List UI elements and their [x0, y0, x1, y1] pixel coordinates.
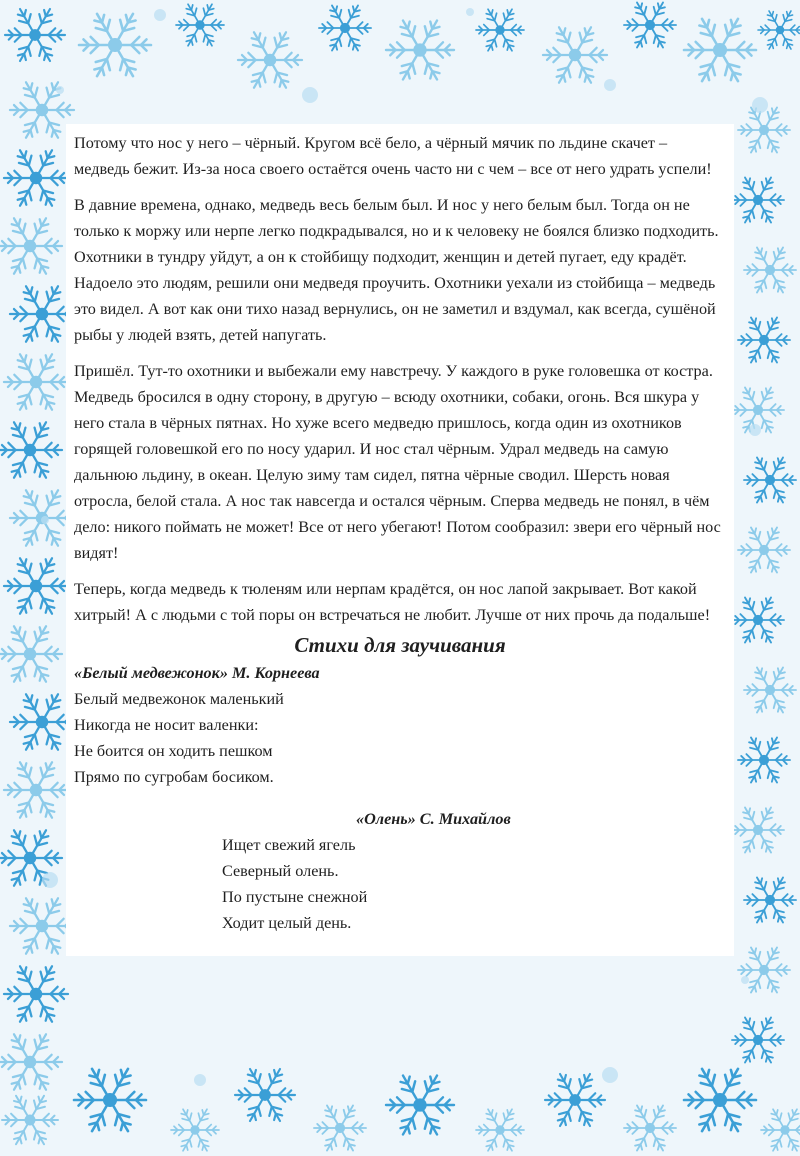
snowflake-icon — [386, 21, 454, 80]
snowflake-icon — [4, 354, 68, 409]
snow-dot — [604, 79, 616, 91]
snowflake-icon — [738, 107, 790, 152]
snowflake-icon — [0, 218, 62, 273]
snow-dot — [56, 86, 64, 94]
snowflake-icon — [732, 1017, 784, 1062]
snow-dot — [41, 516, 49, 524]
snowflake-icon — [744, 247, 796, 292]
story-paragraph-2: В давние времена, однако, медведь весь белым был. И нос у него белым был. Тогда он не только к моржу или нерпе легко подкрадывался, но и к человеку не боялся близко подходить. Охотники в тундру уйдут, а он к стойбищу подходит, женщин и детей пугает, еду крадёт. Надоело это людям, решили они медведя проучить. Охотники уехали из стойбища – медведь это видел. А вот как они тихо назад вернулись, он не заметил и вздумал, как всегда, сушёной рыбы у людей взять, детей напугать. — [74, 196, 719, 344]
poem2-line: Северный олень. — [222, 862, 339, 880]
snowflake-icon — [545, 1074, 605, 1126]
poem2-line: Ходит целый день. — [222, 914, 352, 932]
snowflake-icon — [2, 1096, 58, 1144]
snow-dot — [42, 872, 58, 888]
snowflake-icon — [238, 32, 302, 87]
snowflake-icon — [79, 14, 151, 76]
poem1-line: Никогда не носит валенки: — [74, 716, 259, 734]
poem1-line: Не боится он ходить пешком — [74, 742, 273, 760]
snowflake-icon — [10, 286, 74, 341]
snow-dot — [749, 424, 761, 436]
story-paragraph-1: Потому что нос у него – чёрный. Кругом всё бело, а чёрный мячик по льдине скачет – медведь бежит. Из-за носа своего остаётся очень часто ни с чем – все от него удрать успели! — [74, 134, 712, 178]
snowflake-icon — [684, 1069, 756, 1131]
snowflake-icon — [386, 1076, 454, 1135]
snow-dot — [194, 1074, 206, 1086]
snowflake-icon — [744, 877, 796, 922]
poems-title: Стихи для заучивания — [294, 633, 506, 657]
snowflake-icon — [744, 457, 796, 502]
snowflake-icon — [476, 9, 524, 51]
snowflake-icon — [5, 9, 65, 61]
poem-reindeer — [222, 806, 726, 936]
snow-dot — [752, 97, 768, 113]
snowflake-icon — [4, 762, 68, 817]
snowflake-icon — [624, 1105, 676, 1150]
poem-white-bear-cub — [74, 660, 726, 790]
poem2-line: Ищет свежий ягель — [222, 836, 356, 854]
poem1-line: Белый медвежонок маленький — [74, 690, 284, 708]
poem1-heading: «Белый медвежонок» М. Корнеева — [74, 664, 320, 682]
snowflake-icon — [732, 597, 784, 642]
snowflake-icon — [761, 1109, 800, 1151]
snowflake-icon — [543, 27, 607, 82]
snowflake-icon — [758, 11, 800, 49]
snow-dot — [741, 976, 749, 984]
snowflake-icon — [314, 1105, 366, 1150]
snowflake-icon — [738, 317, 790, 362]
snow-dot — [466, 8, 474, 16]
snowflake-icon — [176, 4, 224, 46]
snow-dot — [154, 9, 166, 21]
snowflake-icon — [476, 1109, 524, 1151]
snowflake-icon — [744, 667, 796, 712]
snowflake-icon — [10, 694, 74, 749]
snowflake-icon — [171, 1109, 219, 1151]
snowflake-icon — [10, 82, 74, 137]
snowflake-icon — [74, 1069, 146, 1131]
snow-dot — [302, 87, 318, 103]
snowflake-icon — [0, 422, 62, 477]
snowflake-icon — [624, 2, 676, 47]
snowflake-icon — [738, 527, 790, 572]
snowflake-icon — [10, 898, 74, 953]
snowflake-icon — [0, 626, 62, 681]
snowflake-icon — [738, 737, 790, 782]
snowflake-icon — [732, 807, 784, 852]
snowflake-icon — [319, 5, 371, 50]
snow-dot — [602, 1067, 618, 1083]
poem1-line: Прямо по сугробам босиком. — [74, 768, 274, 786]
snowflake-icon — [235, 1069, 295, 1121]
snowflake-icon — [738, 947, 790, 992]
story-sheet — [66, 124, 734, 956]
snowflake-icon — [4, 150, 68, 205]
snowflake-icon — [732, 177, 784, 222]
story-paragraph-4: Теперь, когда медведь к тюленям или нерпам крадётся, он нос лапой закрывает. Вот какой хитрый! А с людьми с той поры он встречаться не любит. Лучше от них прочь да подальше! — [74, 580, 711, 624]
snowflake-icon — [684, 19, 756, 81]
snowflake-icon — [4, 966, 68, 1021]
snowflake-icon — [0, 1034, 62, 1089]
snowflake-icon — [4, 558, 68, 613]
poem2-line: По пустыне снежной — [222, 888, 368, 906]
story-paragraph-3: Пришёл. Тут-то охотники и выбежали ему навстречу. У каждого в руке головешка от костра. Медведь бросился в одну сторону, в другую – всюду охотники, собаки, огонь. Вся шкура у него стала в чёрных пятнах. Но хуже всего медведю пришлось, когда один из охотников горящей головешкой его по носу ударил. И нос стал чёрным. Удрал медведь на самую дальнюю льдину, в океан. Целую зиму там сидел, пятна чёрные сводил. Шерсть новая отросла, белой стала. А нос так навсегда и остался чёрным. Сперва медведь не понял, в чём дело: никого поймать не может! Все от него убегают! Потом сообразил: звери его чёрный нос видят! — [74, 362, 721, 562]
poem2-heading: «Олень» С. Михайлов — [356, 810, 511, 828]
